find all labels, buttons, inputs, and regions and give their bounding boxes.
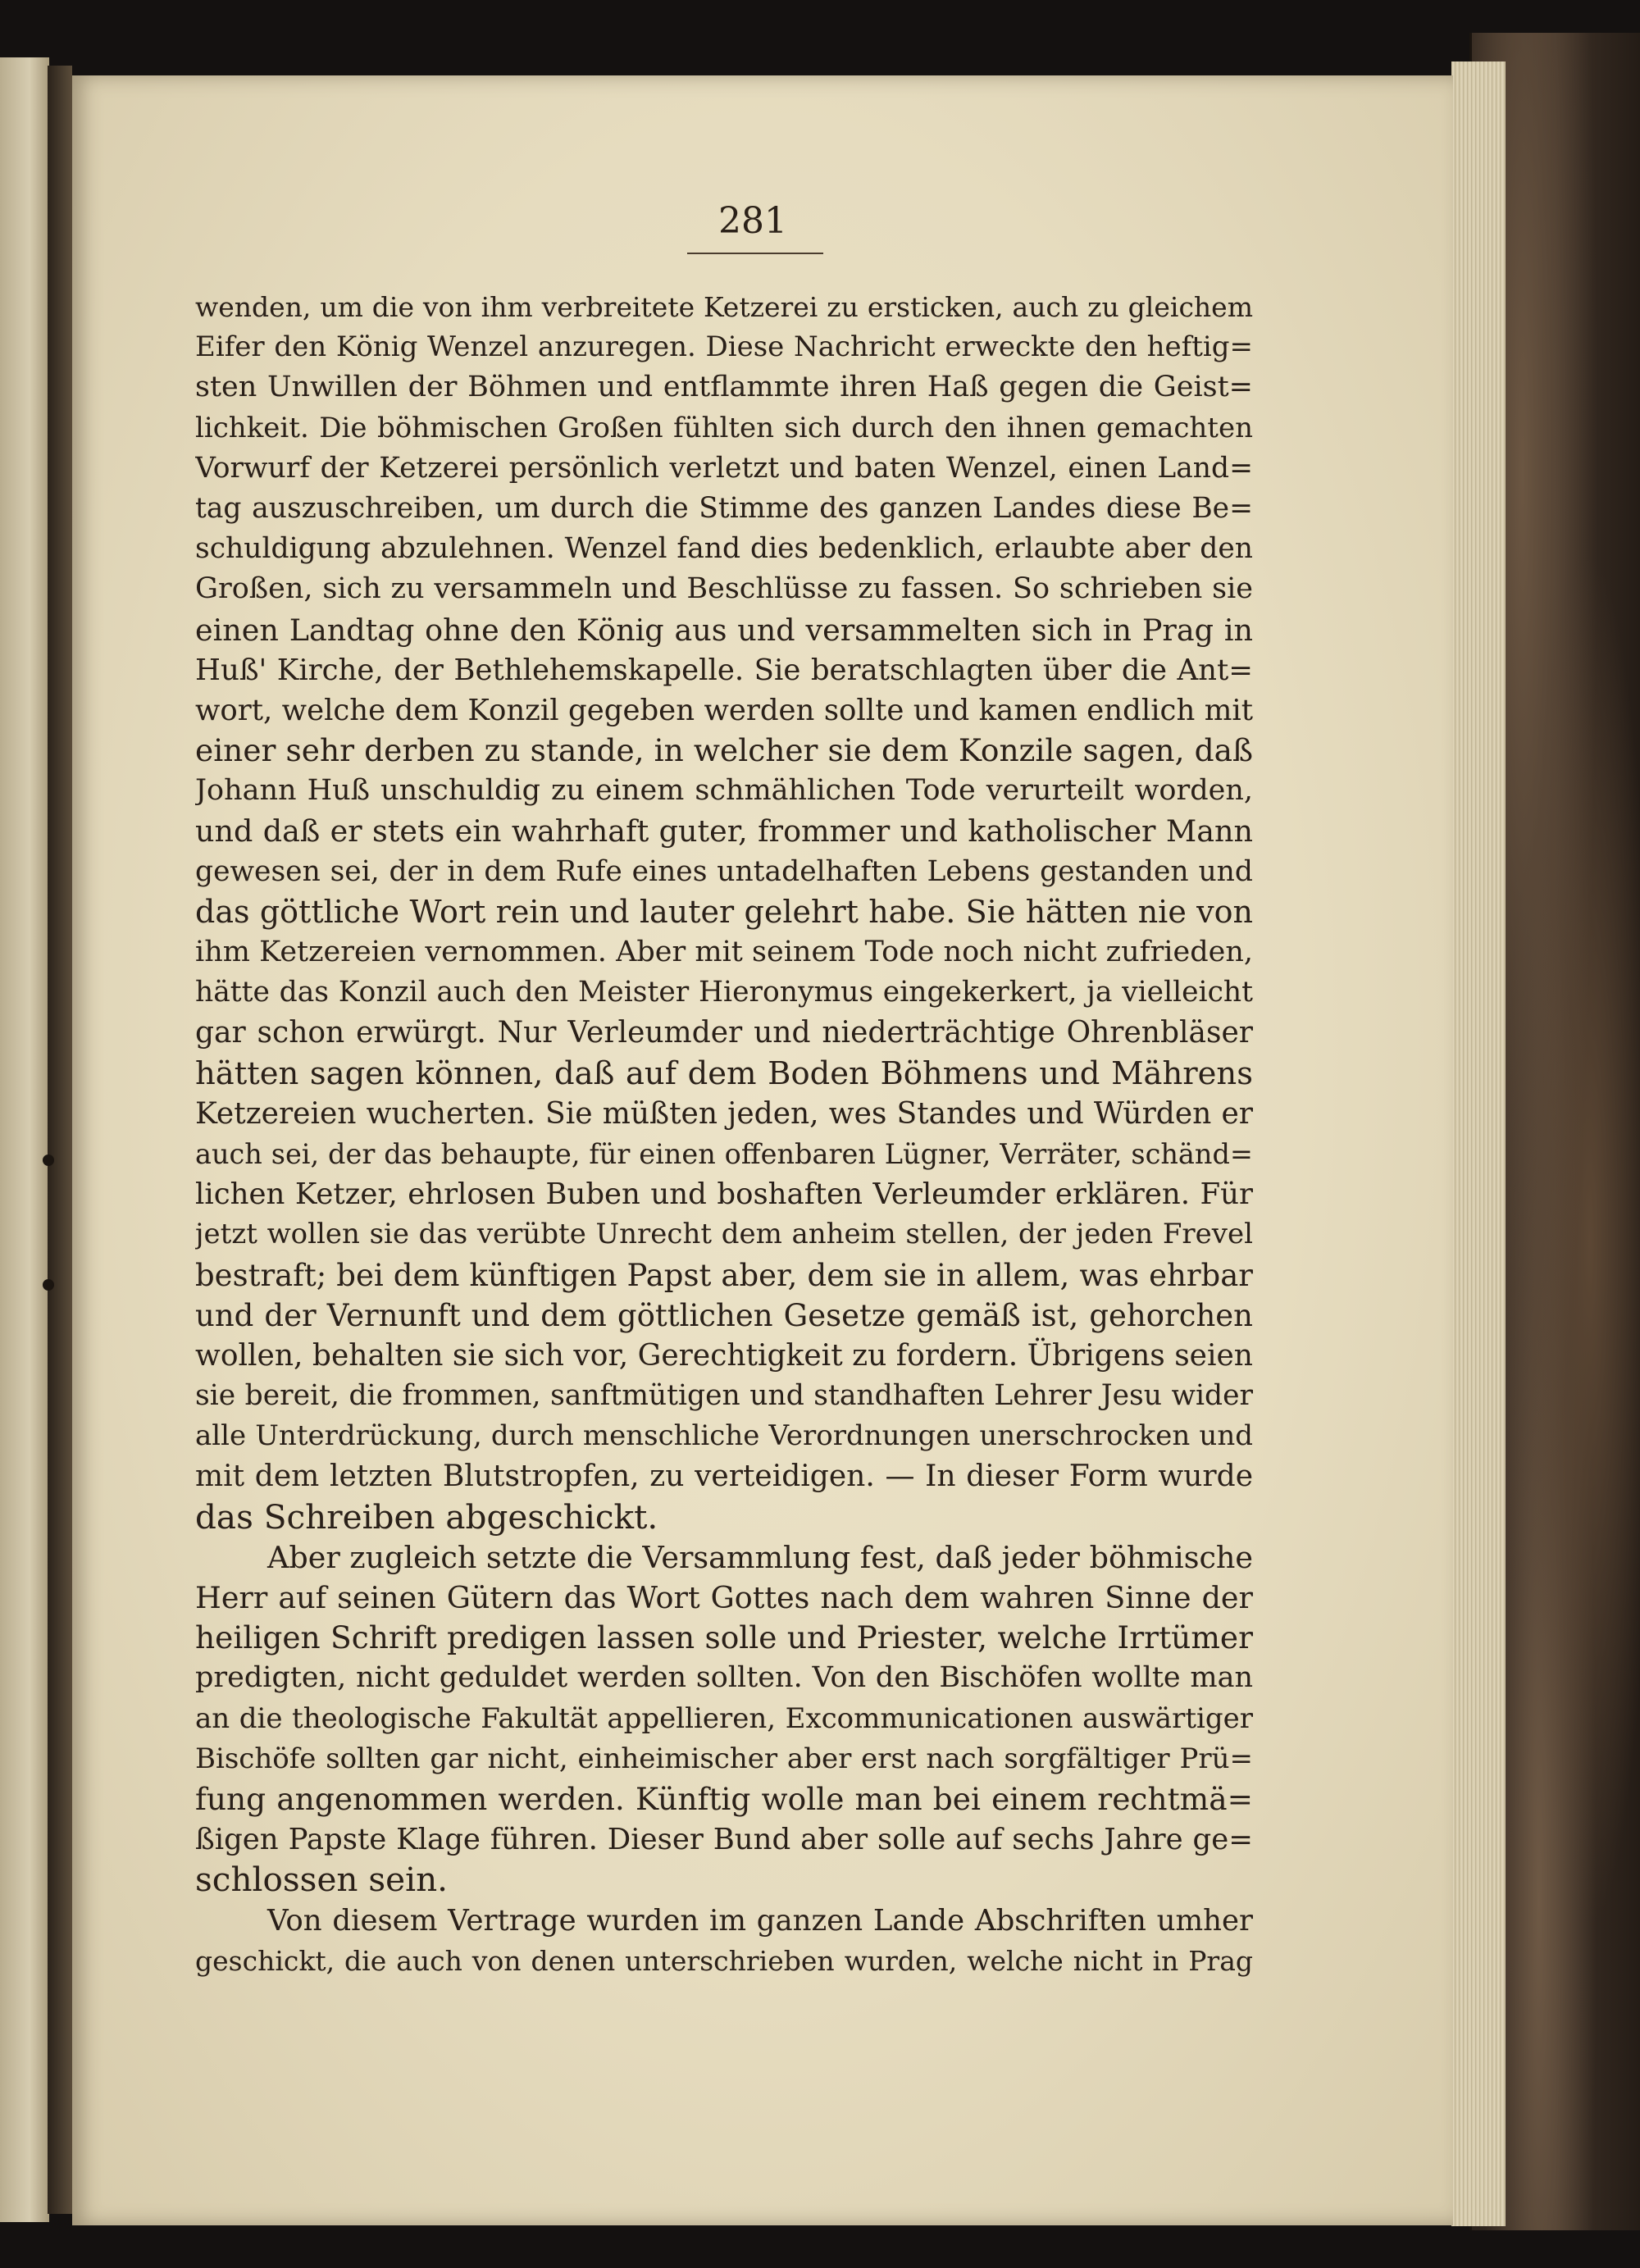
text-line: alle Unterdrückung, durch menschliche Verordnungen unerschrocken und xyxy=(195,1419,1253,1453)
text-line: lichkeit. Die böhmischen Großen fühlten sich durch den ihnen gemachten xyxy=(195,411,1253,444)
text-line: hätte das Konzil auch den Meister Hieronymus eingekerkert, ja vielleicht xyxy=(195,976,1253,1009)
text-line: bestraft; bei dem künftigen Papst aber, dem sie in allem, was ehrbar xyxy=(195,1257,1253,1293)
text-line: Johann Huß unschuldig zu einem schmählichen Tode verurteilt worden, xyxy=(195,774,1253,808)
text-line: Herr auf seinen Gütern das Wort Gottes nach dem wahren Sinne der xyxy=(195,1580,1253,1615)
binding-hole xyxy=(43,1279,54,1291)
page-number: 281 xyxy=(718,200,787,242)
text-line: wollen, behalten sie sich vor, Gerechtigkeit zu fordern. Übrigens seien xyxy=(195,1338,1253,1373)
text-line: Vorwurf der Ketzerei persönlich verletzt und baten Wenzel, einen Land= xyxy=(195,451,1253,485)
text-line: jetzt wollen sie das verübte Unrecht dem anheim stellen, der jeden Frevel xyxy=(195,1218,1253,1251)
text-line: Aber zugleich setzte die Versammlung fest, daß jeder böhmische xyxy=(267,1539,1253,1575)
text-line: gar schon erwürgt. Nur Verleumder und niederträchtige Ohrenbläser xyxy=(195,1016,1253,1050)
text-line: das göttliche Wort rein und lauter gelehrt habe. Sie hätten nie von xyxy=(195,893,1253,930)
text-line: Von diesem Vertrage wurden im ganzen Lande Abschriften umher xyxy=(267,1903,1253,1938)
text-line: Eifer den König Wenzel anzuregen. Diese Nachricht erweckte den heftig= xyxy=(195,330,1253,364)
text-line: wort, welche dem Konzil gegeben werden sollte und kamen endlich mit xyxy=(195,693,1253,727)
text-line: einer sehr derben zu stande, in welcher sie dem Konzile sagen, daß xyxy=(195,732,1253,769)
text-line: gewesen sei, der in dem Rufe eines untadelhaften Lebens gestanden und xyxy=(195,854,1253,888)
page-number-rule xyxy=(687,253,823,254)
text-line: lichen Ketzer, ehrlosen Buben und boshaften Verleumder erklären. Für xyxy=(195,1177,1253,1212)
text-line: heiligen Schrift predigen lassen solle und Priester, welche Irrtümer xyxy=(195,1619,1253,1656)
text-line: und daß er stets ein wahrhaft guter, frommer und katholischer Mann xyxy=(195,813,1253,849)
text-line: sten Unwillen der Böhmen und entflammte ihren Haß gegen die Geist= xyxy=(195,371,1253,404)
book-gutter xyxy=(48,66,72,2214)
text-line: Ketzereien wucherten. Sie müßten jeden, wes Standes und Würden er xyxy=(195,1096,1253,1131)
text-line: predigten, nicht geduldet werden sollten. Von den Bischöfen wollte man xyxy=(195,1661,1253,1695)
text-line: wenden, um die von ihm verbreitete Ketzerei zu ersticken, auch zu gleichem xyxy=(195,291,1253,323)
text-line: geschickt, die auch von denen unterschrieben wurden, welche nicht in Prag xyxy=(195,1944,1253,1977)
text-line: an die theologische Fakultät appellieren, Excommunicationen auswärtiger xyxy=(195,1701,1253,1735)
text-line: und der Vernunft und dem göttlichen Gesetze gemäß ist, gehorchen xyxy=(195,1297,1253,1333)
text-line: ihm Ketzereien vernommen. Aber mit seinem Tode noch nicht zufrieden, xyxy=(195,936,1253,968)
text-line: mit dem letzten Blutstropfen, zu verteidigen. — In dieser Form wurde xyxy=(195,1460,1253,1494)
text-line: fung angenommen werden. Künftig wolle man bei einem rechtmä= xyxy=(195,1780,1253,1817)
text-line: Bischöfe sollten gar nicht, einheimischer aber erst nach sorgfältiger Prü= xyxy=(195,1742,1253,1775)
text-line: sie bereit, die frommen, sanftmütigen und standhaften Lehrer Jesu wider xyxy=(195,1379,1253,1413)
text-line: ßigen Papste Klage führen. Dieser Bund aber solle auf sechs Jahre ge= xyxy=(195,1823,1253,1857)
left-page-edge xyxy=(0,57,49,2222)
text-line: schuldigung abzulehnen. Wenzel fand dies bedenklich, erlaubte aber den xyxy=(195,532,1253,566)
binding-hole xyxy=(43,1154,54,1166)
text-line: tag auszuschreiben, um durch die Stimme des ganzen Landes diese Be= xyxy=(195,491,1253,525)
body-text xyxy=(195,287,1253,1981)
page-edges-stack xyxy=(1451,61,1506,2226)
text-line: einen Landtag ohne den König aus und versammelten sich in Prag in xyxy=(195,612,1253,648)
text-line: Huß' Kirche, der Bethlehemskapelle. Sie beratschlagten über die Ant= xyxy=(195,653,1253,687)
text-line: schlossen sein. xyxy=(195,1860,449,1900)
text-line: das Schreiben abgeschickt. xyxy=(195,1496,658,1537)
text-line: Großen, sich zu versammeln und Beschlüsse zu fassen. So schrieben sie xyxy=(195,572,1253,606)
text-line: auch sei, der das behaupte, für einen offenbaren Lügner, Verräter, schänd= xyxy=(195,1137,1253,1170)
text-line: hätten sagen können, daß auf dem Boden Böhmens und Mährens xyxy=(195,1054,1253,1092)
